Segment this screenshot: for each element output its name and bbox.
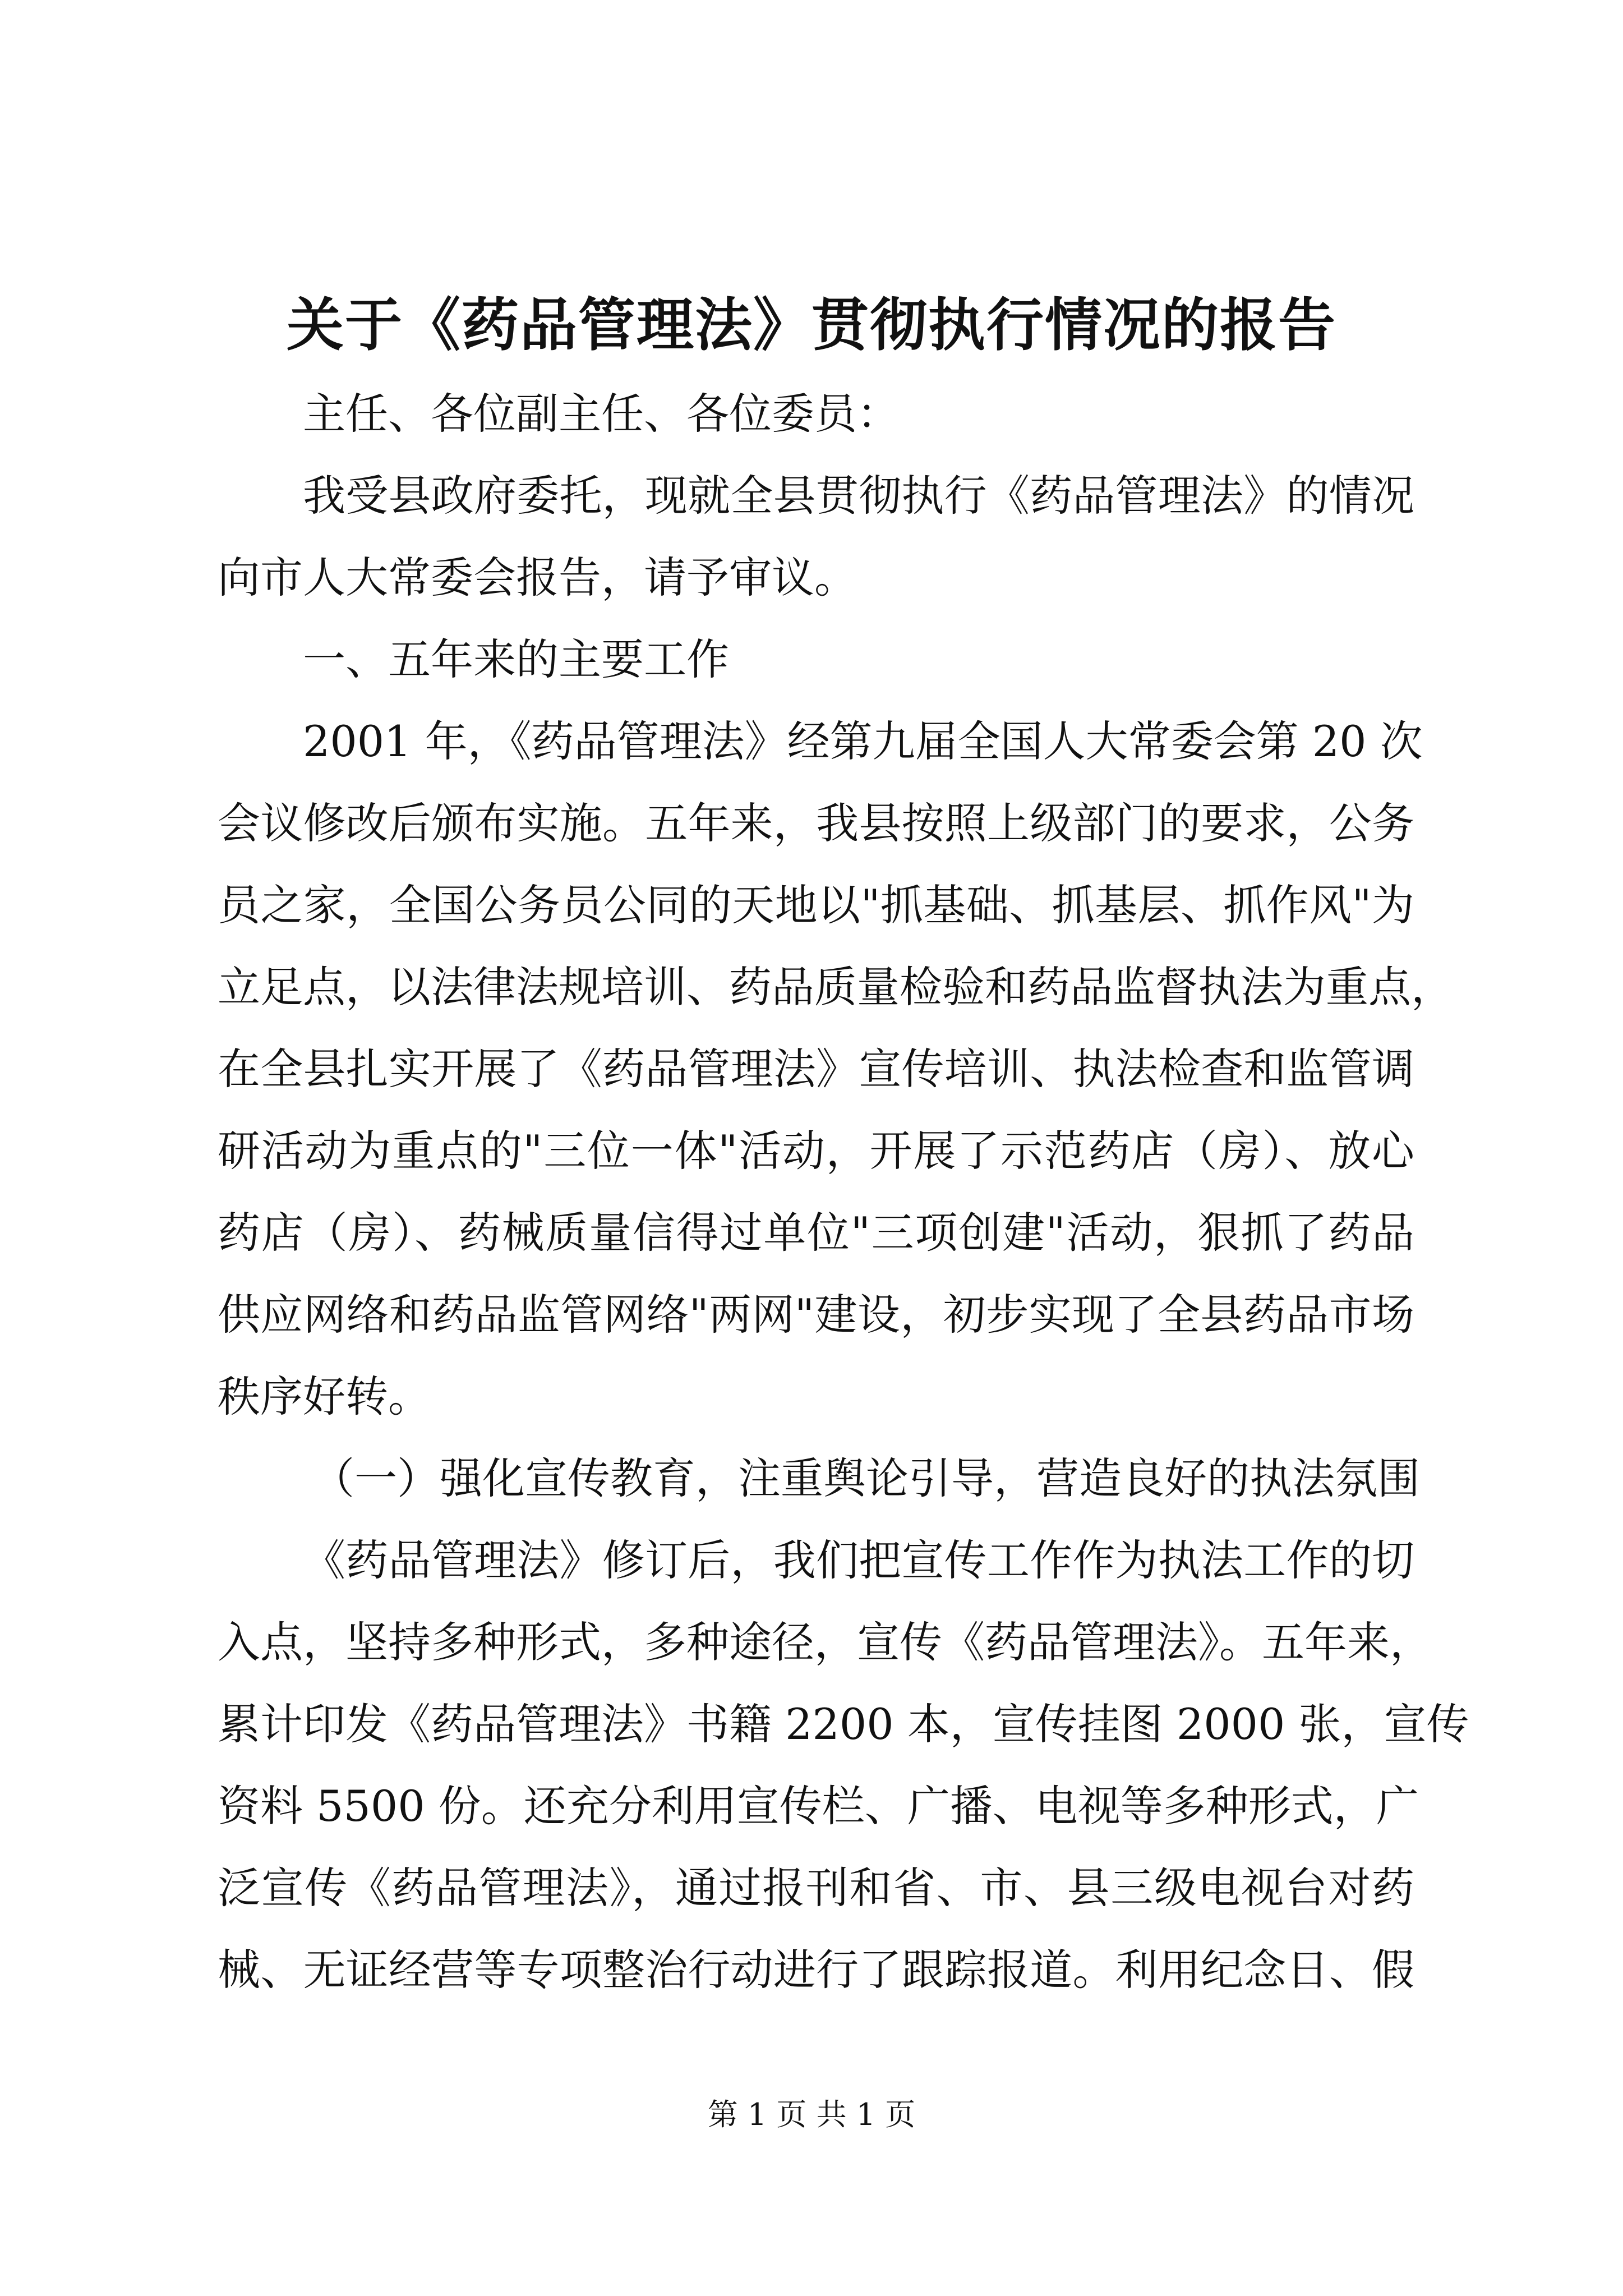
text-line: 供应网络和药品监管网络"两网"建设，初步实现了全县药品市场 (218, 1290, 1414, 1340)
text-line: 研活动为重点的"三位一体"活动，开展了示范药店（房）、放心 (218, 1126, 1414, 1176)
subsection-heading (218, 1438, 1420, 1520)
paragraph (218, 455, 1414, 619)
text-line: 资料 5500 份。还充分利用宣传栏、广播、电视等多种形式，广 (218, 1781, 1419, 1831)
document-title: 关于《药品管理法》贯彻执行情况的报告 (287, 292, 1336, 359)
text-line: 入点，坚持多种形式，多种途径，宣传《药品管理法》。五年来， (218, 1617, 1432, 1667)
text-line: 2001 年，《药品管理法》经第九届全国人大常委会第 20 次 (303, 716, 1423, 766)
text-line: 会议修改后颁布实施。五年来，我县按照上级部门的要求，公务 (218, 798, 1414, 848)
text-line: 泛宣传《药品管理法》，通过报刊和省、市、县三级电视台对药 (218, 1863, 1414, 1913)
document-body (218, 373, 1469, 2011)
text-line: 员之家，全国公务员公同的天地以"抓基础、抓基层、抓作风"为 (218, 880, 1414, 930)
text-line: 《药品管理法》修订后，我们把宣传工作作为执法工作的切 (303, 1535, 1414, 1585)
text-line: 在全县扎实开展了《药品管理法》宣传培训、执法检查和监管调 (218, 1044, 1414, 1094)
paragraph (218, 1520, 1469, 2011)
text-line: 立足点，以法律法规培训、药品质量检验和药品监督执法为重点， (218, 962, 1454, 1012)
text-line: 一、五年来的主要工作 (303, 634, 729, 684)
section-heading (218, 619, 1414, 701)
salutation (218, 373, 1414, 455)
paragraph (218, 701, 1454, 1438)
text-line: 秩序好转。 (218, 1372, 431, 1421)
text-line: 械、无证经营等专项整治行动进行了跟踪报道。利用纪念日、假 (218, 1945, 1414, 1995)
text-line: 我受县政府委托，现就全县贯彻执行《药品管理法》的情况 (303, 471, 1414, 521)
text-line: 向市人大常委会报告，请予审议。 (218, 553, 857, 602)
text-line: 累计印发《药品管理法》书籍 2200 本，宣传挂图 2000 张，宣传 (218, 1699, 1469, 1749)
page-footer: 第 1 页 共 1 页 (707, 2097, 916, 2132)
text-line: （一）强化宣传教育，注重舆论引导，营造良好的执法氛围 (312, 1453, 1420, 1503)
text-line: 药店（房）、药械质量信得过单位"三项创建"活动，狠抓了药品 (218, 1208, 1414, 1258)
salutation-text: 主任、各位副主任、各位委员： (303, 389, 900, 439)
